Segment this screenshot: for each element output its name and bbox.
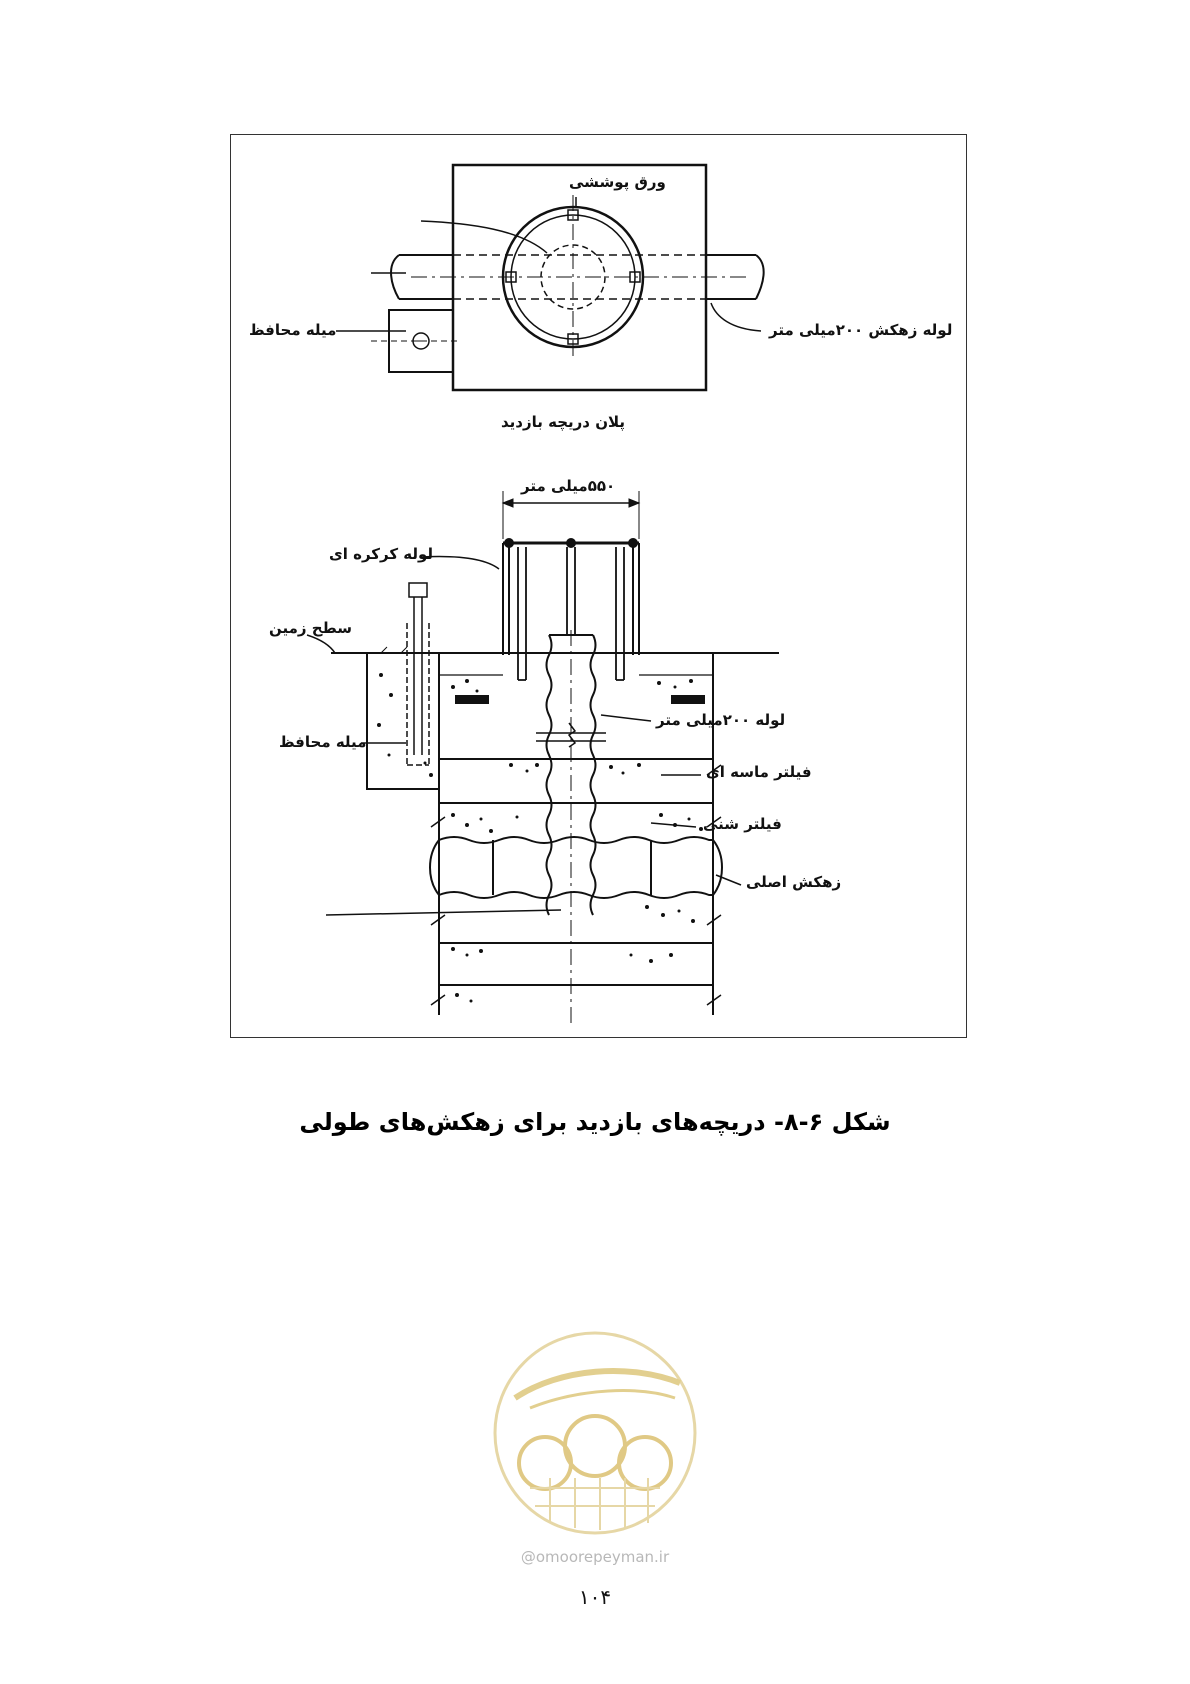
label-ground-surface: سطح زمین (269, 619, 352, 637)
label-plan-drain-pipe: لوله زهکش ۲۰۰میلی متر (769, 321, 953, 339)
figure-caption: شکل ۶-۸- دریچه‌های بازدید برای زهکش‌های طولی (299, 1108, 891, 1136)
label-pipe-200: لوله ۲۰۰میلی متر (656, 711, 786, 729)
label-cover-plate: ورق پوششی (569, 173, 666, 191)
watermark-site: @omoorepeyman.ir (520, 1548, 670, 1566)
label-sand-filter: فیلتر ماسه ای (706, 763, 812, 781)
watermark-logo (490, 1328, 700, 1538)
inspection-well-drawing (231, 135, 968, 1039)
label-gravel-filter: فیلتر شنی (703, 815, 782, 833)
label-plan-title: پلان دریچه بازدید (501, 413, 626, 431)
label-main-drain: زهکش اصلی (746, 873, 842, 891)
label-section-guard-rod: میله محافظ (279, 733, 367, 751)
label-corrugated-pipe: لوله کرکره ای (329, 545, 434, 563)
label-plan-guard-rod: میله محافظ (249, 321, 337, 339)
label-width-dim: ۵۵۰میلی متر (521, 477, 616, 495)
page-number: ۱۰۴ (578, 1585, 612, 1609)
figure-frame (230, 134, 967, 1038)
